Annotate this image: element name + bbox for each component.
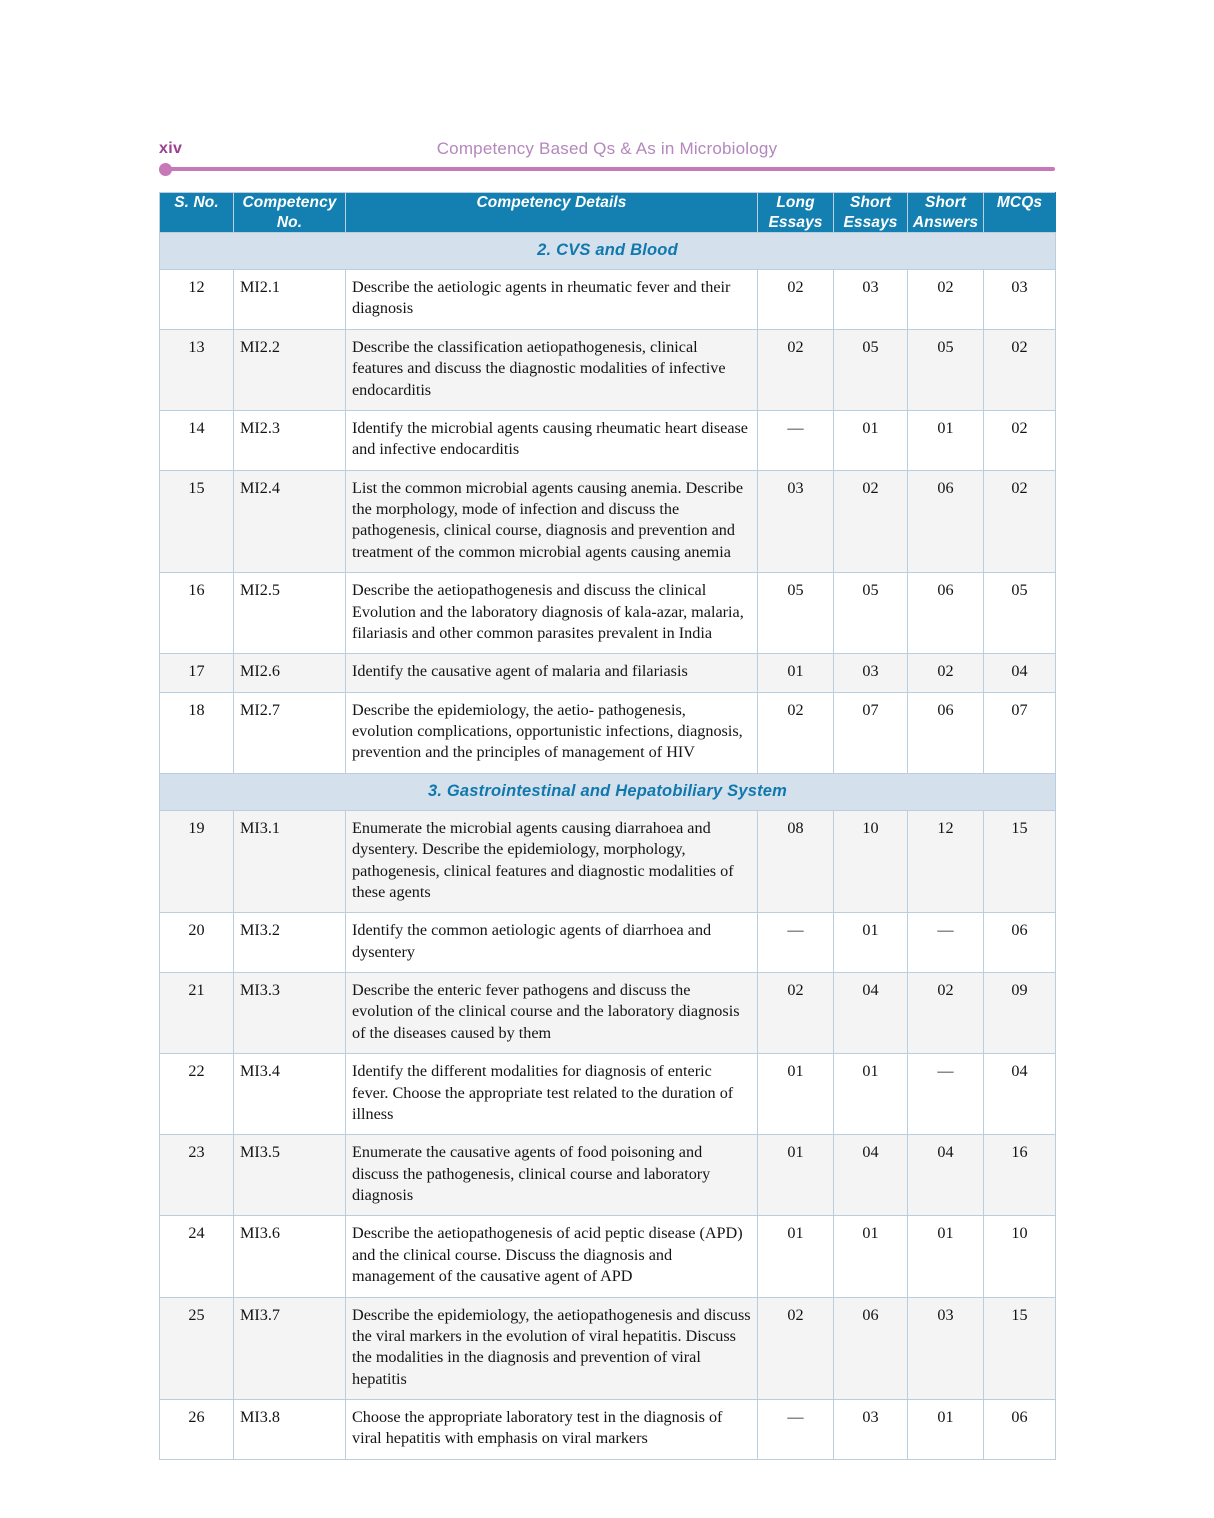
running-head [159, 138, 1055, 172]
cell-mcqs: 16 [984, 1135, 1056, 1216]
cell-s-no: 18 [160, 692, 234, 773]
cell-competency-no: MI3.7 [234, 1297, 346, 1400]
cell-s-no: 13 [160, 329, 234, 410]
section-title: 2. CVS and Blood [160, 233, 1056, 270]
cell-competency-details: Identify the common aetiologic agents of diarrhoea and dysentery [346, 913, 758, 973]
cell-mcqs: 02 [984, 329, 1056, 410]
cell-short-answers: 04 [908, 1135, 984, 1216]
cell-competency-no: MI2.5 [234, 573, 346, 654]
cell-s-no: 26 [160, 1400, 234, 1460]
cell-mcqs: 03 [984, 270, 1056, 330]
cell-long-essays: 02 [758, 1297, 834, 1400]
cell-competency-no: MI3.1 [234, 810, 346, 913]
cell-long-essays: — [758, 410, 834, 470]
cell-long-essays: 02 [758, 692, 834, 773]
page-number: xiv [159, 140, 183, 157]
table-row [160, 573, 1056, 654]
table-header [160, 193, 1056, 233]
cell-competency-details: Describe the aetiologic agents in rheumatic fever and their diagnosis [346, 270, 758, 330]
cell-competency-details: Enumerate the causative agents of food poisoning and discuss the pathogenesis, clinical course and laboratory diagnosis [346, 1135, 758, 1216]
column-header-s-no: S. No. [160, 193, 234, 233]
table-row [160, 810, 1056, 913]
cell-long-essays: 01 [758, 1216, 834, 1297]
table-row [160, 410, 1056, 470]
cell-s-no: 14 [160, 410, 234, 470]
table-row [160, 270, 1056, 330]
cell-s-no: 15 [160, 470, 234, 573]
cell-long-essays: 05 [758, 573, 834, 654]
competency-table-wrapper [159, 192, 1055, 1460]
cell-short-essays: 02 [834, 470, 908, 573]
cell-short-essays: 05 [834, 329, 908, 410]
cell-long-essays: 03 [758, 470, 834, 573]
cell-competency-details: Describe the classification aetiopathogenesis, clinical features and discuss the diagnostic modalities of infective endocarditis [346, 329, 758, 410]
table-row [160, 470, 1056, 573]
column-header-short-answers: Short Answers [908, 193, 984, 233]
cell-mcqs: 09 [984, 973, 1056, 1054]
cell-long-essays: 02 [758, 329, 834, 410]
table-body [160, 233, 1056, 1460]
cell-long-essays: 01 [758, 1135, 834, 1216]
horizontal-rule [167, 167, 1055, 171]
cell-competency-no: MI2.7 [234, 692, 346, 773]
table-row [160, 692, 1056, 773]
cell-competency-no: MI2.6 [234, 654, 346, 692]
cell-long-essays: 01 [758, 654, 834, 692]
cell-short-essays: 07 [834, 692, 908, 773]
table-row [160, 654, 1056, 692]
cell-short-answers: 01 [908, 410, 984, 470]
cell-s-no: 23 [160, 1135, 234, 1216]
cell-long-essays: 02 [758, 270, 834, 330]
cell-mcqs: 15 [984, 810, 1056, 913]
cell-s-no: 20 [160, 913, 234, 973]
competency-table [159, 192, 1056, 1460]
cell-s-no: 24 [160, 1216, 234, 1297]
cell-competency-details: Enumerate the microbial agents causing diarrahoea and dysentery. Describe the epidemiology, morphology, pathogenesis, clinical features and diagnostic modalities of these agents [346, 810, 758, 913]
table-row [160, 1135, 1056, 1216]
cell-competency-no: MI3.3 [234, 973, 346, 1054]
cell-short-essays: 04 [834, 1135, 908, 1216]
table-row [160, 1400, 1056, 1460]
cell-s-no: 12 [160, 270, 234, 330]
cell-competency-no: MI3.2 [234, 913, 346, 973]
cell-short-essays: 03 [834, 1400, 908, 1460]
table-row [160, 1297, 1056, 1400]
cell-competency-no: MI3.6 [234, 1216, 346, 1297]
cell-mcqs: 02 [984, 470, 1056, 573]
cell-competency-no: MI3.8 [234, 1400, 346, 1460]
cell-long-essays: 08 [758, 810, 834, 913]
cell-short-essays: 10 [834, 810, 908, 913]
table-row [160, 913, 1056, 973]
table-row [160, 1216, 1056, 1297]
table-row [160, 329, 1056, 410]
section-header-row [160, 773, 1056, 810]
cell-short-answers: 03 [908, 1297, 984, 1400]
cell-s-no: 17 [160, 654, 234, 692]
column-header-competency-details: Competency Details [346, 193, 758, 233]
column-header-competency-no: Competency No. [234, 193, 346, 233]
cell-s-no: 16 [160, 573, 234, 654]
cell-mcqs: 10 [984, 1216, 1056, 1297]
cell-short-answers: — [908, 1054, 984, 1135]
cell-competency-details: Describe the aetiopathogenesis and discuss the clinical Evolution and the laboratory diagnosis of kala-azar, malaria, filariasis and other common parasites prevalent in India [346, 573, 758, 654]
column-header-mcqs: MCQs [984, 193, 1056, 233]
cell-competency-details: Describe the epidemiology, the aetiopathogenesis and discuss the viral markers in the evolution of viral hepatitis. Discuss the modalities in the diagnosis and prevention of viral hepatitis [346, 1297, 758, 1400]
cell-long-essays: 02 [758, 973, 834, 1054]
table-row [160, 973, 1056, 1054]
cell-short-answers: 01 [908, 1400, 984, 1460]
table-header-row [160, 193, 1056, 233]
cell-mcqs: 02 [984, 410, 1056, 470]
cell-short-answers: 12 [908, 810, 984, 913]
section-header-row [160, 233, 1056, 270]
cell-short-answers: 06 [908, 470, 984, 573]
cell-competency-no: MI3.4 [234, 1054, 346, 1135]
cell-short-essays: 03 [834, 270, 908, 330]
column-header-long-essays: Long Essays [758, 193, 834, 233]
cell-short-essays: 04 [834, 973, 908, 1054]
cell-competency-no: MI3.5 [234, 1135, 346, 1216]
cell-short-essays: 01 [834, 913, 908, 973]
cell-mcqs: 04 [984, 654, 1056, 692]
cell-competency-no: MI2.4 [234, 470, 346, 573]
cell-competency-no: MI2.1 [234, 270, 346, 330]
cell-competency-details: Identify the microbial agents causing rheumatic heart disease and infective endocarditis [346, 410, 758, 470]
cell-short-essays: 01 [834, 1216, 908, 1297]
cell-competency-details: Describe the aetiopathogenesis of acid peptic disease (APD) and the clinical course. Discuss the diagnosis and management of the causative agent of APD [346, 1216, 758, 1297]
cell-s-no: 22 [160, 1054, 234, 1135]
cell-mcqs: 05 [984, 573, 1056, 654]
cell-s-no: 19 [160, 810, 234, 913]
cell-short-essays: 06 [834, 1297, 908, 1400]
cell-short-answers: — [908, 913, 984, 973]
cell-competency-details: Identify the causative agent of malaria and filariasis [346, 654, 758, 692]
cell-long-essays: — [758, 913, 834, 973]
cell-competency-no: MI2.3 [234, 410, 346, 470]
cell-short-essays: 05 [834, 573, 908, 654]
cell-mcqs: 15 [984, 1297, 1056, 1400]
cell-mcqs: 06 [984, 913, 1056, 973]
table-row [160, 1054, 1056, 1135]
cell-long-essays: — [758, 1400, 834, 1460]
cell-short-answers: 01 [908, 1216, 984, 1297]
cell-short-essays: 03 [834, 654, 908, 692]
cell-mcqs: 06 [984, 1400, 1056, 1460]
column-header-short-essays: Short Essays [834, 193, 908, 233]
cell-short-answers: 06 [908, 573, 984, 654]
cell-long-essays: 01 [758, 1054, 834, 1135]
cell-competency-details: Identify the different modalities for diagnosis of enteric fever. Choose the appropriate test related to the duration of illness [346, 1054, 758, 1135]
cell-s-no: 25 [160, 1297, 234, 1400]
cell-short-answers: 06 [908, 692, 984, 773]
cell-short-answers: 02 [908, 654, 984, 692]
cell-short-answers: 02 [908, 973, 984, 1054]
cell-short-answers: 02 [908, 270, 984, 330]
section-title: 3. Gastrointestinal and Hepatobiliary System [160, 773, 1056, 810]
cell-mcqs: 04 [984, 1054, 1056, 1135]
cell-competency-details: List the common microbial agents causing anemia. Describe the morphology, mode of infection and discuss the pathogenesis, clinical course, diagnosis and prevention and treatment of the common microbial agents causing anemia [346, 470, 758, 573]
cell-s-no: 21 [160, 973, 234, 1054]
cell-competency-details: Describe the epidemiology, the aetio- pathogenesis, evolution complications, opportunistic infections, diagnosis, prevention and the principles of management of HIV [346, 692, 758, 773]
running-head-title: Competency Based Qs & As in Microbiology [436, 139, 778, 158]
cell-short-answers: 05 [908, 329, 984, 410]
cell-competency-no: MI2.2 [234, 329, 346, 410]
cell-short-essays: 01 [834, 410, 908, 470]
cell-mcqs: 07 [984, 692, 1056, 773]
cell-competency-details: Describe the enteric fever pathogens and discuss the evolution of the clinical course and the laboratory diagnosis of the diseases caused by them [346, 973, 758, 1054]
cell-competency-details: Choose the appropriate laboratory test in the diagnosis of viral hepatitis with emphasis on viral markers [346, 1400, 758, 1460]
cell-short-essays: 01 [834, 1054, 908, 1135]
